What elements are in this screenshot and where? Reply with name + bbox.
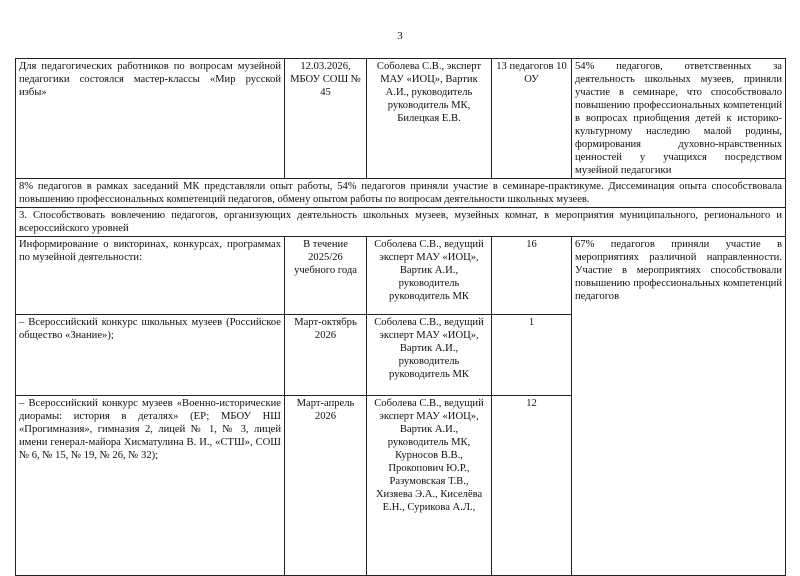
count-cell: 16: [492, 237, 572, 315]
responsible-cell: Соболева С.В., ведущий эксперт МАУ «ИОЦ», Вартик А.И., руководитель МК, Курносов В.В., Прокопович Ю.Р., Разумовская Т.В., Хизяева Э.А., Киселёва Е.Н., Сурикова А.Л.,: [367, 396, 492, 576]
date-cell: Март-октябрь 2026: [285, 315, 367, 396]
responsible-cell: Соболева С.В., эксперт МАУ «ИОЦ», Вартик А.И., руководитель руководитель МК, Билецкая Е.В.: [367, 59, 492, 179]
activity-table: [15, 58, 786, 576]
table-row: [16, 59, 786, 179]
activity-cell: – Всероссийский конкурс школьных музеев (Российское общество «Знание»);: [16, 315, 285, 396]
activity-cell: – Всероссийский конкурс музеев «Военно-исторические диорамы: история в деталях» (ЕР; МБОУ НШ «Прогимназия», гимназия 2, лицей № 1, № 3, лицей имени генерал-майора Хисматулина В. И., «СТШ», СОШ № 6, № 15, № 19, № 26, № 32);: [16, 396, 285, 576]
summary-row: [16, 179, 786, 208]
table-row: [16, 237, 786, 315]
activity-cell: Для педагогических работников по вопросам музейной педагогики состоялся мастер-классы «Мир русской избы»: [16, 59, 285, 179]
responsible-cell: Соболева С.В., ведущий эксперт МАУ «ИОЦ», Вартик А.И., руководитель руководитель МК: [367, 315, 492, 396]
result-cell: 54% педагогов, ответственных за деятельность школьных музеев, приняли участие в семинаре, что способствовало повышению профессиональных компетенций в вопросах приобщения детей к историко-культурному наследию малой родины, формирования духовно-нравственных ценностей у учащихся посредством музейной педагогики: [572, 59, 786, 179]
section-heading: 3. Способствовать вовлечению педагогов, организующих деятельность школьных музеев, музейных комнат, в мероприятия муниципального, регионального и всероссийского уровней: [16, 208, 786, 237]
count-cell: 12: [492, 396, 572, 576]
date-cell: 12.03.2026, МБОУ СОШ № 45: [285, 59, 367, 179]
count-cell: 13 педагогов 10 ОУ: [492, 59, 572, 179]
section-row: [16, 208, 786, 237]
page-number: 3: [397, 30, 403, 42]
summary-cell: 8% педагогов в рамках заседаний МК представляли опыт работы, 54% педагогов приняли участие в семинаре-практикуме. Диссеминация опыта способствовала повышению профессиональных компетенций педагогов, обмену опытом работы по вопросам деятельности школьных музеев.: [16, 179, 786, 208]
responsible-cell: Соболева С.В., ведущий эксперт МАУ «ИОЦ», Вартик А.И., руководитель руководитель МК: [367, 237, 492, 315]
result-cell: 67% педагогов приняли участие в мероприятиях различной направленности. Участие в мероприятиях способствовали повышению профессиональных компетенций педагогов: [572, 237, 786, 576]
date-cell: Март-апрель 2026: [285, 396, 367, 576]
count-cell: 1: [492, 315, 572, 396]
activity-cell: Информирование о викторинах, конкурсах, программах по музейной деятельности:: [16, 237, 285, 315]
date-cell: В течение 2025/26 учебного года: [285, 237, 367, 315]
